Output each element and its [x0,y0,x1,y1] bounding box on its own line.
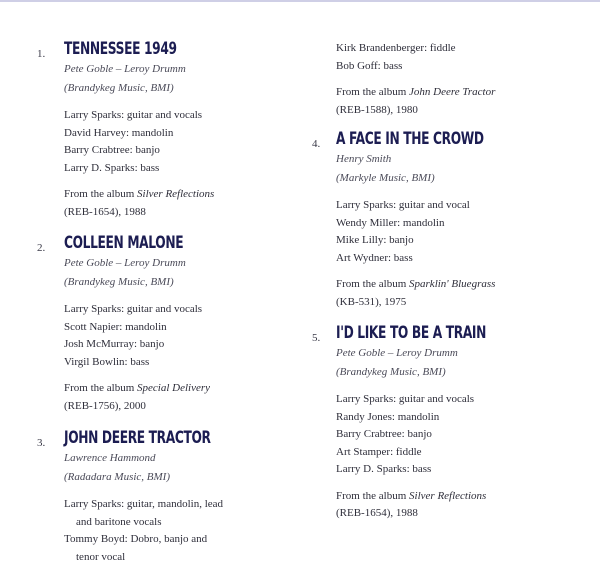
personnel-line: Larry Sparks: guitar and vocals [64,109,203,121]
personnel-line: Kirk Brandenberger: fiddle [336,42,456,54]
publisher: (Brandykeg Music, BMI) [64,82,174,94]
track-title: TENNESSEE 1949 [64,39,177,59]
album-prefix: From the album [336,489,410,502]
personnel-line: Scott Napier: mandolin [64,320,167,333]
album-catalog: (REB-1654), 1988 [336,507,418,519]
track-title: I'D LIKE TO BE A TRAIN [336,323,487,343]
album-title: Sparklin' Bluegrass [409,278,496,290]
songwriters: Pete Goble – Leroy Drumm [64,257,186,269]
track-number: 2. [37,242,46,254]
album-source [64,380,294,398]
album-source [336,488,566,506]
album-prefix: From the album [336,86,410,98]
album-title: Special Delivery [137,382,211,394]
songwriters: Pete Goble – Leroy Drumm [64,63,186,75]
track-body [336,322,566,523]
track-title: JOHN DEERE TRACTOR [64,428,211,448]
album-source [336,276,566,294]
songwriters: Henry Smith [336,153,392,165]
personnel-line: Larry D. Sparks: bass [64,161,160,174]
personnel-line: and baritone vocals [76,515,162,528]
personnel-line: Art Stamper: fiddle [336,445,422,458]
track-body [336,128,566,311]
songwriters: Pete Goble – Leroy Drumm [336,347,458,359]
publisher: (Brandykeg Music, BMI) [336,366,446,378]
album-catalog: (REB-1588), 1980 [336,103,418,116]
album-source [64,186,294,204]
track-number: 5. [312,332,321,344]
album-catalog: (REB-1654), 1988 [64,205,146,218]
album-title: Silver Reflections [409,489,487,502]
personnel-line: Larry Sparks: guitar, mandolin, lead [64,498,224,510]
personnel-line: Larry Sparks: guitar and vocal [336,199,470,211]
album-source [336,84,566,102]
album-prefix: From the album [64,188,138,200]
personnel-line: Larry Sparks: guitar and vocals [336,393,475,405]
personnel-line: tenor vocal [76,550,126,563]
personnel-line: Larry Sparks: guitar and vocals [64,303,203,315]
track-body [64,38,294,221]
songwriters: Lawrence Hammond [64,452,156,464]
album-title: Silver Reflections [137,188,215,200]
album-catalog: (REB-1756), 2000 [64,399,146,412]
track-number: 3. [37,437,46,449]
personnel-line: Josh McMurray: banjo [64,338,165,350]
personnel-line: Bob Goff: bass [336,59,403,72]
publisher: (Radadara Music, BMI) [64,471,171,483]
track-body [336,40,566,119]
track-title: COLLEEN MALONE [64,233,184,253]
track-number: 4. [312,138,321,150]
personnel-line: Barry Crabtree: banjo [336,428,432,440]
personnel-line: Barry Crabtree: banjo [64,144,160,156]
album-prefix: From the album [336,278,410,290]
personnel-line: Larry D. Sparks: bass [336,463,432,475]
album-prefix: From the album [64,382,138,394]
personnel-line: Randy Jones: mandolin [336,410,440,423]
publisher: (Brandykeg Music, BMI) [64,276,174,288]
album-title: John Deere Tractor [409,86,496,98]
personnel-line: David Harvey: mandolin [64,126,174,139]
personnel-line: Virgil Bowlin: bass [64,355,150,368]
personnel-line: Mike Lilly: banjo [336,234,414,246]
album-catalog: (KB-531), 1975 [336,295,407,308]
top-rule [0,0,600,2]
personnel-line: Art Wydner: bass [336,251,413,264]
personnel-line: Wendy Miller: mandolin [336,216,445,229]
track-body [64,232,294,415]
track-body [64,427,294,566]
publisher: (Markyle Music, BMI) [336,172,435,184]
track-number: 1. [37,48,46,60]
personnel-line: Tommy Boyd: Dobro, banjo and [64,533,208,545]
track-title: A FACE IN THE CROWD [336,129,484,149]
